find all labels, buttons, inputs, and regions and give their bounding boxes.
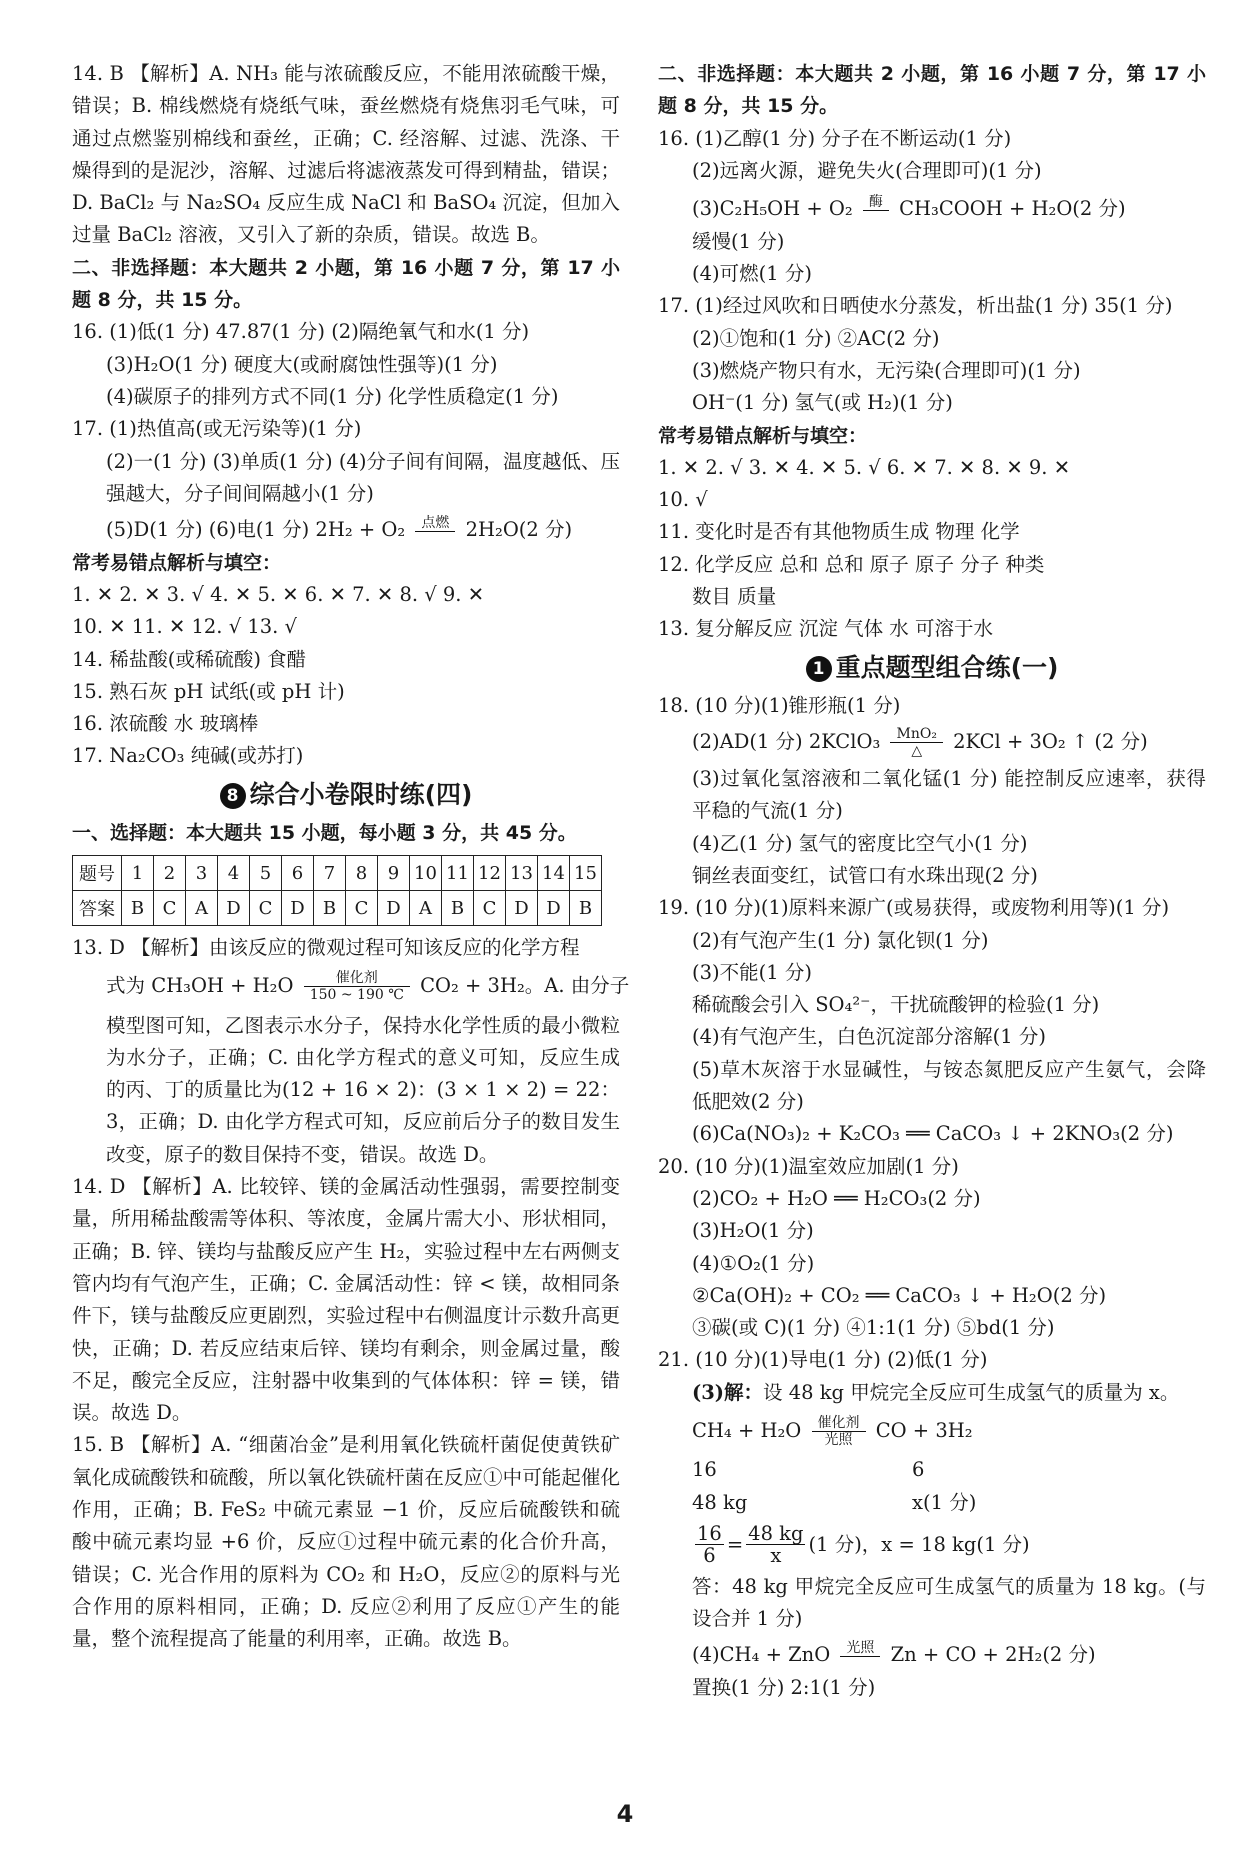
answer-14-explanation: 14. B 【解析】A. NH₃ 能与浓硫酸反应，不能用浓硫酸干燥，错误；B. 棉线燃烧有烧纸气味，蚕丝燃烧有烧焦羽毛气味，可通过点燃鉴别棉线和蚕丝，正确；C. 经溶解、过滤、洗涤、干燥得到的是泥沙，溶解、过滤后将滤液蒸发可得到精盐，错误；D. BaCl₂ 与 Na₂SO₄ 反应生成 NaCl 和 BaSO₄ 沉淀，但加入过量 BaCl₂ 溶液，又引入了新的杂质，错误。故选 B。 [72, 62, 620, 247]
table-cell: A [410, 891, 442, 926]
answer-15-explanation: 15. B 【解析】A. “细菌冶金”是利用氧化铁硫杆菌促使黄铁矿氧化成硫酸铁和硫酸，所以氧化铁硫杆菌在反应①中可能起催化作用，正确；B. FeS₂ 中硫元素显 −1 价，反应后硫酸铁和硫酸中硫元素均显 +6 价，反应①过程中硫元素的化合价升高，错误；C. 光合作用的原料为 CO₂ 和 H₂O，反应②的原料与光合作用的原料相同，正确；D. 反应②利用了反应①产生的能量，整个流程提高了能量的利用率，正确。故选 B。 [72, 1433, 620, 1651]
fill-answer-17: 17. Na₂CO₃ 纯碱(或苏打) [72, 744, 304, 768]
table-cell: B [570, 891, 602, 926]
answer-19-line-1: 19. (10 分)(1)原料来源广(或易获得，或废物利用等)(1 分) [658, 896, 1170, 920]
answer-18-line-5: 铜丝表面变红，试管口有水珠出现(2 分) [692, 863, 1038, 887]
table-cell: D [282, 891, 314, 926]
answer-20-line-2: (2)CO₂ + H₂O ══ H₂CO₃(2 分) [692, 1186, 981, 1210]
answer-21-equation-2: (4)CH₄ + ZnO 光照 Zn + CO + 2H₂(2 分) [658, 1639, 1206, 1672]
answer-16-line-1: 16. (1)乙醇(1 分) 分子在不断运动(1 分) [658, 126, 1012, 150]
answer-19-line-3: (3)不能(1 分) [692, 960, 812, 984]
fill-answer-12: 12. 化学反应 总和 总和 原子 原子 分子 种类 [658, 552, 1045, 576]
answer-17-line-3: (3)燃烧产物只有水，无污染(合理即可)(1 分) [692, 358, 1081, 382]
fill-answer-14: 14. 稀盐酸(或稀硫酸) 食醋 [72, 647, 307, 671]
answer-13-explanation: 模型图可知，乙图表示水分子，保持水化学性质的最小微粒为水分子，正确；C. 由化学方程式的意义可知，反应生成的丙、丁的质量比为(12 + 16 × 2)：(3 × 1 × 2) = 22：3，正确；D. 由化学方程式可知，反应前后分子的数目发生改变，原子的数目保持不变，错误。故选 D。 [106, 1013, 620, 1166]
table-cell: 13 [506, 856, 538, 891]
reaction-condition: MnO₂ △ [890, 726, 942, 759]
table-cell: 12 [474, 856, 506, 891]
answer-21-line-1: 21. (10 分)(1)导电(1 分) (2)低(1 分) [658, 1348, 988, 1372]
table-cell: B [314, 891, 346, 926]
answer-20-line-3: (3)H₂O(1 分) [692, 1219, 814, 1243]
table-cell: D [378, 891, 410, 926]
table-cell: 11 [442, 856, 474, 891]
error-answers-1: 1. ✕ 2. √ 3. ✕ 4. ✕ 5. √ 6. ✕ 7. ✕ 8. ✕ 9. ✕ [658, 455, 1071, 479]
page-number: 4 [616, 1800, 634, 1828]
table-cell: 1 [122, 856, 154, 891]
table-cell: D [218, 891, 250, 926]
error-answers-2: 10. ✕ 11. ✕ 12. √ 13. √ [72, 615, 297, 639]
answer-16-equation: (3)C₂H₅OH + O₂ 酶 CH₃COOH + H₂O(2 分) [658, 193, 1206, 226]
table-cell: 14 [538, 856, 570, 891]
fill-answer-15: 15. 熟石灰 pH 试纸(或 pH 计) [72, 679, 345, 703]
answer-20-line-6: ③碳(或 C)(1 分) ④1:1(1 分) ⑤bd(1 分) [692, 1316, 1055, 1340]
table-row-answers [73, 891, 602, 926]
answer-17-line-2: (2)一(1 分) (3)单质(1 分) (4)分子间有间隔，温度越低、压强越大，分子间间隔越小(1 分) [106, 449, 620, 505]
table-cell: A [186, 891, 218, 926]
table-cell: 15 [570, 856, 602, 891]
table-header-label: 答案 [73, 891, 122, 926]
answer-16-line-3: (4)碳原子的排列方式不同(1 分) 化学性质稳定(1 分) [106, 384, 559, 408]
table-cell: 6 [282, 856, 314, 891]
answer-18-line-4: (4)乙(1 分) 氢气的密度比空气小(1 分) [692, 831, 1028, 855]
fraction: $\frac{48 kg}{x}$ [748, 1521, 804, 1568]
table-cell: D [538, 891, 570, 926]
table-cell: C [154, 891, 186, 926]
answer-21-line-2: (3)解：设 48 kg 甲烷完全反应可生成氢气的质量为 x。 [692, 1380, 1180, 1404]
answer-16-line-5: (4)可燃(1 分) [692, 262, 812, 286]
equation-right: 2H₂O(2 分) [465, 518, 573, 542]
table-cell: 10 [410, 856, 442, 891]
section-number-badge: 8 [220, 783, 246, 809]
answer-21-mass-values: 48 kg x(1 分) [692, 1490, 977, 1514]
table-cell: B [442, 891, 474, 926]
answer-19-line-6: (5)草木灰溶于水显碱性，与铵态氮肥反应产生氨气，会降低肥效(2 分) [692, 1057, 1206, 1114]
answer-16-line-2: (2)远离火源，避免失火(合理即可)(1 分) [692, 158, 1042, 182]
table-cell: D [506, 891, 538, 926]
answer-17-line-4: OH⁻(1 分) 氢气(或 H₂)(1 分) [692, 391, 953, 415]
reaction-condition: 催化剂 光照 [812, 1415, 866, 1448]
table-cell: C [474, 891, 506, 926]
section-heading-nonchoice: 二、非选择题：本大题共 2 小题，第 16 小题 7 分，第 17 小题 8 分，共 15 分。 [658, 63, 1206, 118]
table-cell: 4 [218, 856, 250, 891]
table-header-label: 题号 [73, 856, 122, 891]
answer-20-line-5: ②Ca(OH)₂ + CO₂ ══ CaCO₃ ↓ + H₂O(2 分) [692, 1283, 1107, 1307]
table-cell: 2 [154, 856, 186, 891]
table-cell: C [346, 891, 378, 926]
answer-16-line-1: 16. (1)低(1 分) 47.87(1 分) (2)隔绝氧气和水(1 分) [72, 320, 530, 344]
table-cell: 5 [250, 856, 282, 891]
answer-20-line-4: (4)①O₂(1 分) [692, 1251, 815, 1275]
answer-18-equation: (2)AD(1 分) 2KClO₃ MnO₂ △ 2KCl + 3O₂ ↑ (2 分) [692, 725, 1148, 759]
reaction-condition: 点燃 [415, 515, 455, 547]
answer-21-proportion: $\frac{16}{6}$ = $\frac{48 kg}{x}$ (1 分)，x = 18 kg(1 分) [697, 1521, 1030, 1568]
error-answers-1: 1. ✕ 2. ✕ 3. √ 4. ✕ 5. ✕ 6. ✕ 7. ✕ 8. √ 9. ✕ [72, 583, 485, 606]
fill-answer-11: 11. 变化时是否有其他物质生成 物理 化学 [658, 520, 1020, 544]
table-cell: 9 [378, 856, 410, 891]
answer-18-line-1: 18. (10 分)(1)锥形瓶(1 分) [658, 693, 901, 717]
fraction: $\frac{16}{6}$ [697, 1521, 722, 1568]
error-points-heading: 常考易错点解析与填空： [658, 424, 868, 447]
answer-16-line-2: (3)H₂O(1 分) 硬度大(或耐腐蚀性强等)(1 分) [106, 352, 498, 376]
section-number-badge: 1 [806, 656, 832, 682]
fill-answer-13: 13. 复分解反应 沉淀 气体 水 可溶于水 [658, 617, 994, 641]
answer-13-equation: 式为 CH₃OH + H₂O 催化剂 150 ~ 190 ℃ CO₂ + 3H₂。A. 由分子 [106, 970, 630, 1004]
answer-20-line-1: 20. (10 分)(1)温室效应加剧(1 分) [658, 1154, 959, 1178]
table-cell: 7 [314, 856, 346, 891]
table-cell: C [250, 891, 282, 926]
answer-17-line-1: 17. (1)经过风吹和日晒使水分蒸发，析出盐(1 分) 35(1 分) [658, 294, 1173, 318]
table-cell: B [122, 891, 154, 926]
reaction-condition: 酶 [863, 194, 889, 226]
answer-17-line-2: (2)①饱和(1 分) ②AC(2 分) [692, 326, 940, 350]
fill-answer-12-cont: 数目 质量 [692, 585, 777, 608]
answer-21-mass-ratio: 16 6 [692, 1458, 925, 1482]
reaction-condition: 光照 [840, 1640, 880, 1672]
answer-14-choice-explanation: 14. D 【解析】A. 比较锌、镁的金属活动性强弱，需要控制变量，所用稀盐酸需等体积、等浓度，金属片需大小、形状相同，正确；B. 锌、镁均与盐酸反应产生 H₂，实验过程中左右两侧支管内均有气泡产生，正确；C. 金属活动性：锌 < 镁，故相同条件下，镁与盐酸反应更剧烈，实验过程中右侧温度计示数升高更快，正确；D. 若反应结束后锌、镁均有剩余，则金属过量，酸不足，酸完全反应，注射器中收集到的气体体积：锌 = 镁，错误。故选 D。 [72, 1175, 620, 1425]
reaction-condition: 催化剂 150 ~ 190 ℃ [304, 970, 410, 1003]
section-title-comprehensive: 8 综合小卷限时练(四) [72, 775, 620, 815]
fill-answer-16: 16. 浓硫酸 水 玻璃棒 [72, 712, 259, 736]
error-points-heading: 常考易错点解析与填空： [72, 551, 282, 574]
section-heading-choice: 一、选择题：本大题共 15 小题，每小题 3 分，共 45 分。 [72, 821, 577, 844]
answer-19-line-2: (2)有气泡产生(1 分) 氯化钡(1 分) [692, 928, 989, 952]
answer-19-line-5: (4)有气泡产生，白色沉淀部分溶解(1 分) [692, 1025, 1046, 1049]
answer-19-line-7: (6)Ca(NO₃)₂ + K₂CO₃ ══ CaCO₃ ↓ + 2KNO₃(2 分) [692, 1122, 1174, 1146]
table-cell: 8 [346, 856, 378, 891]
section-title-key-types: 1 重点题型组合练(一) [658, 648, 1206, 688]
answer-19-line-4: 稀硫酸会引入 SO₄²⁻，干扰硫酸钾的检验(1 分) [692, 993, 1100, 1017]
left-column [72, 58, 630, 1656]
answer-13-line-1: 13. D 【解析】由该反应的微观过程可知该反应的化学方程 [72, 936, 580, 960]
answer-17-equation [72, 514, 620, 547]
section-heading-nonchoice: 二、非选择题：本大题共 2 小题，第 16 小题 7 分，第 17 小题 8 分，共 15 分。 [72, 256, 620, 312]
answer-table [72, 855, 602, 926]
answer-16-line-4: 缓慢(1 分) [692, 229, 785, 253]
answer-18-line-3: (3)过氧化氢溶液和二氧化锰(1 分) 能控制反应速率，获得平稳的气流(1 分) [692, 767, 1206, 823]
answer-17-line-1: 17. (1)热值高(或无污染等)(1 分) [72, 417, 362, 441]
answer-21-conclusion: 答：48 kg 甲烷完全反应可生成氢气的质量为 18 kg。(与设合并 1 分) [692, 1574, 1206, 1630]
table-cell: 3 [186, 856, 218, 891]
answer-21-last-line: 置换(1 分) 2:1(1 分) [692, 1675, 876, 1699]
answer-21-equation: CH₄ + H₂O 催化剂 光照 CO + 3H₂ [692, 1415, 973, 1449]
error-answers-2: 10. √ [658, 488, 708, 512]
right-column [658, 58, 1206, 1704]
table-row-numbers [73, 856, 602, 891]
equation-left: (5)D(1 分) (6)电(1 分) 2H₂ + O₂ [106, 518, 406, 542]
